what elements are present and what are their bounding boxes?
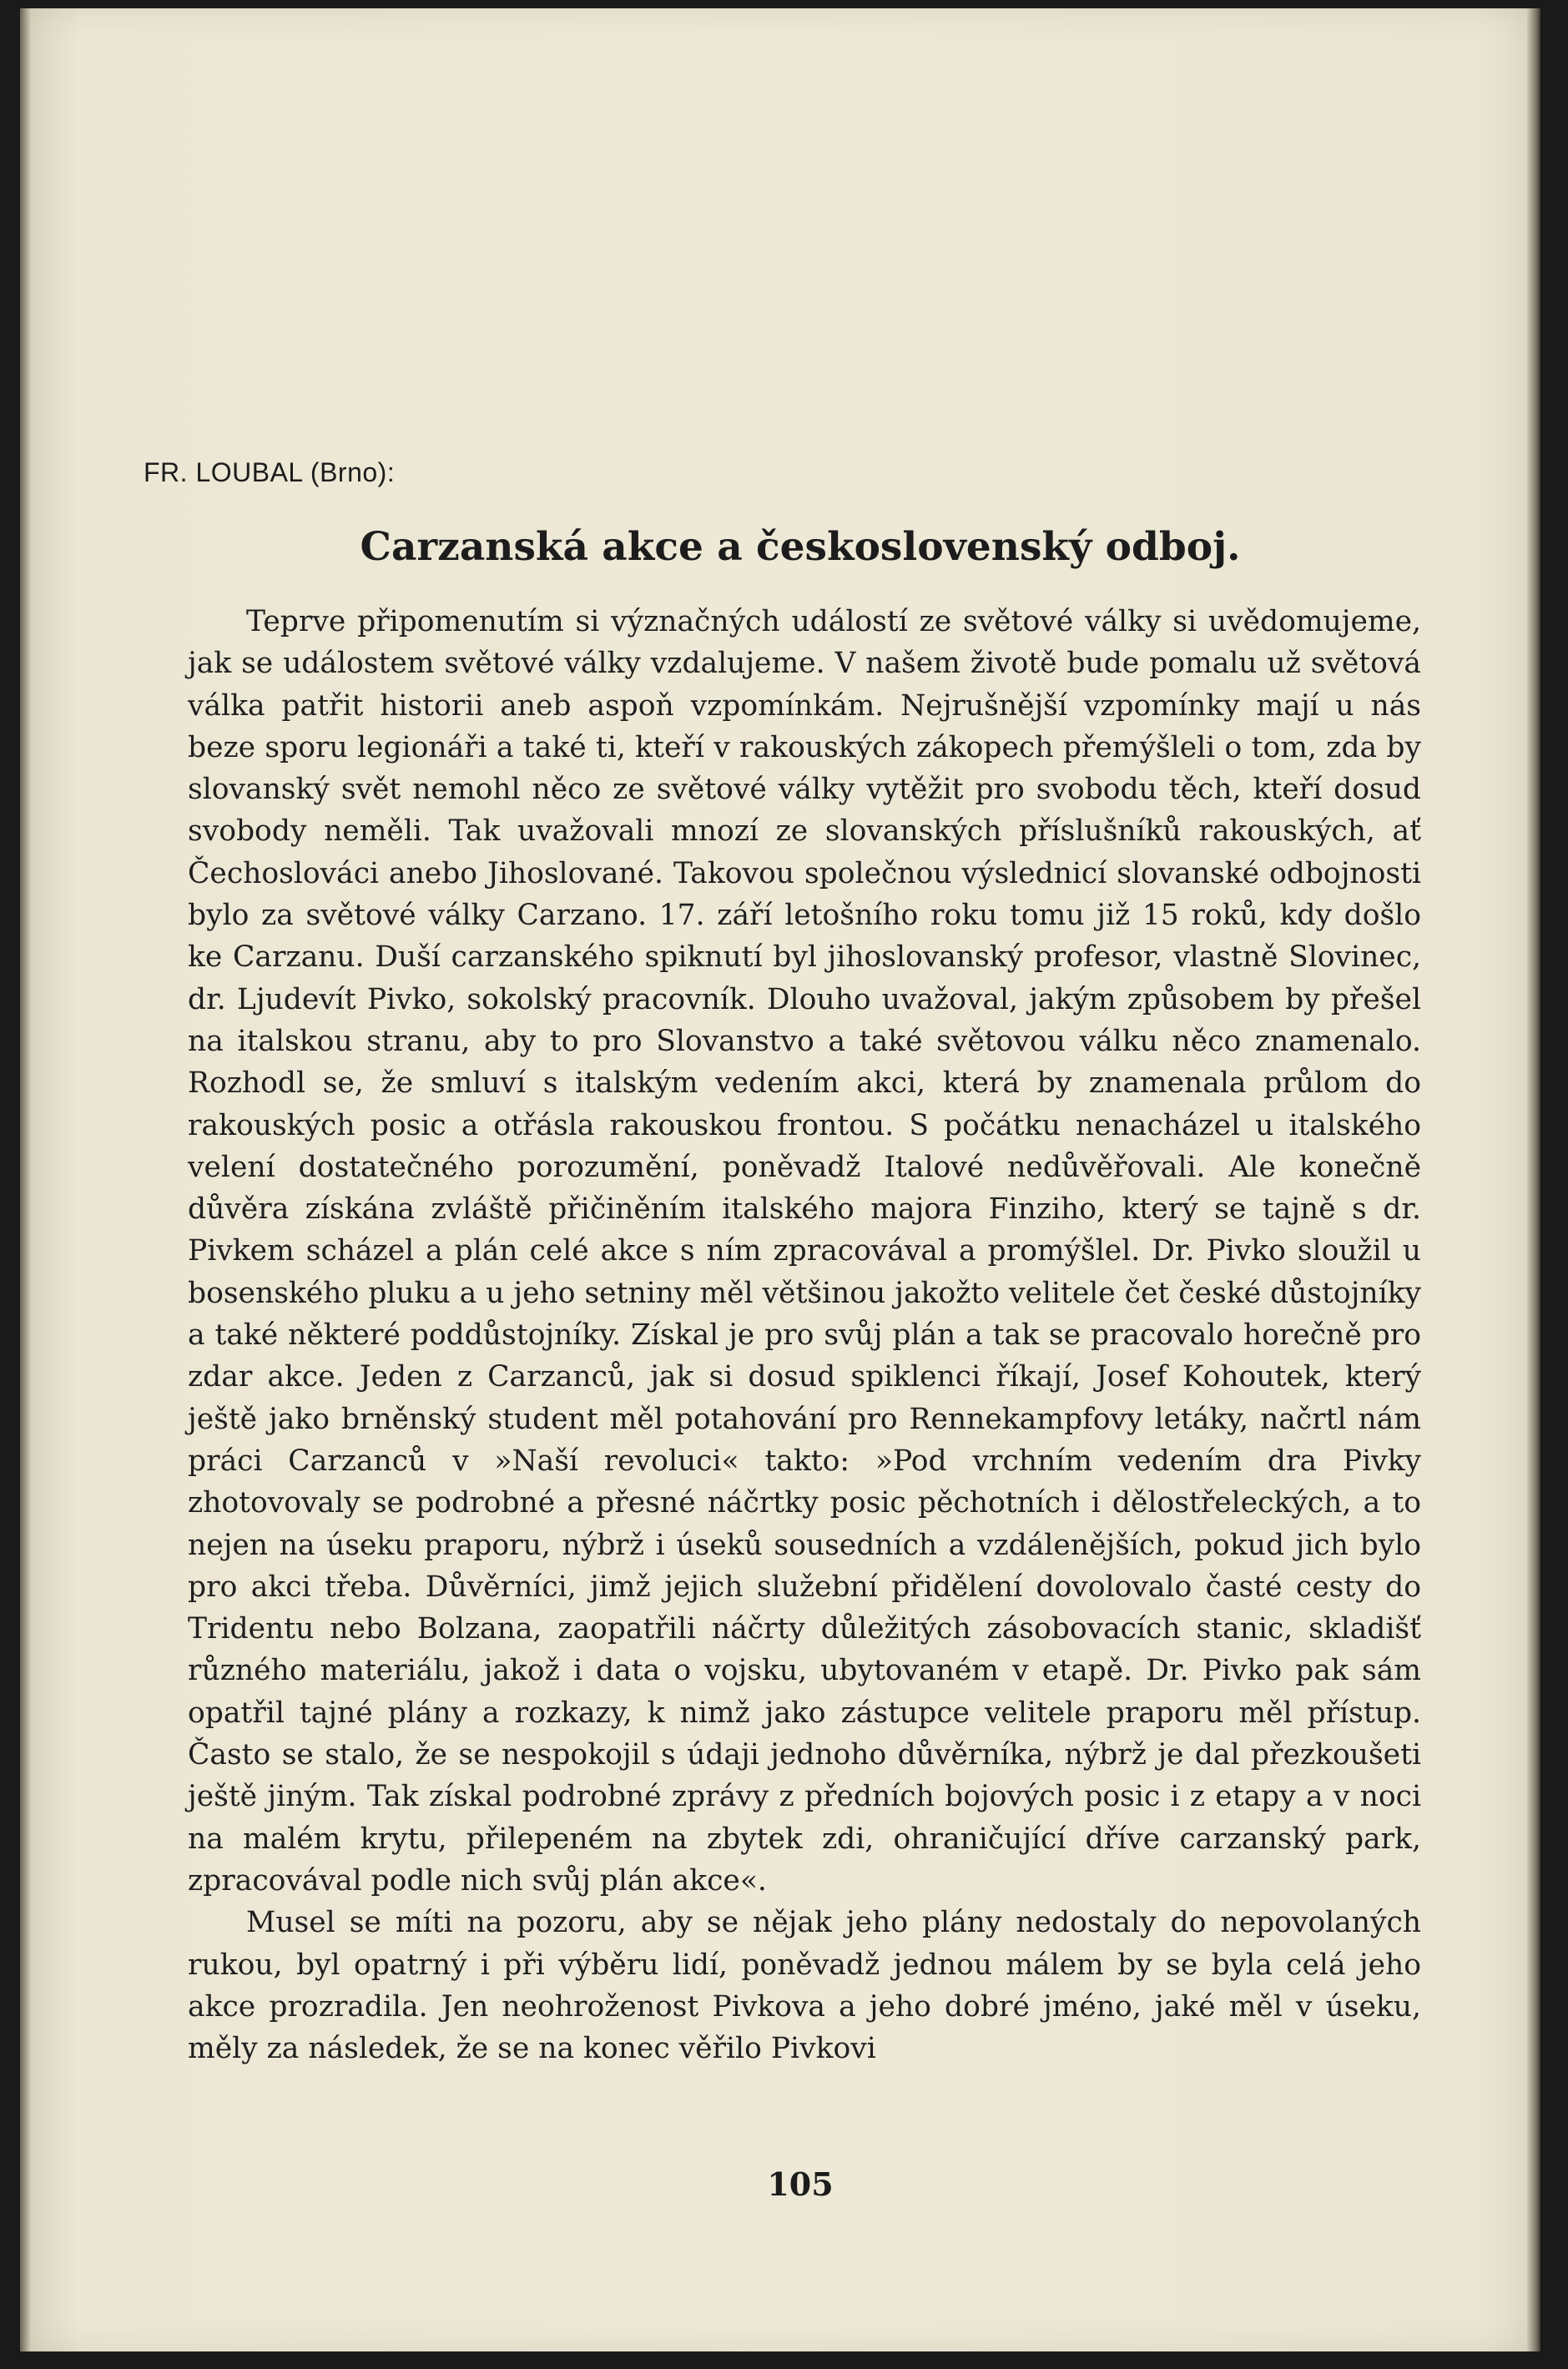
author-byline: FR. LOUBAL (Brno): <box>144 457 396 487</box>
paragraph-2: Musel se míti na pozoru, aby se nějak jeho plány nedostaly do nepovolaných rukou, byl opatrný i při výběru lidí, poněvadž jednou málem by se byla celá jeho akce prozradila. Jen neohroženost Pivkova a jeho dobré jméno, jaké měl v úseku, měly za následek, že se na konec věřilo Pivkovi <box>188 1906 1421 2066</box>
page-left-edge <box>20 8 30 2351</box>
paragraph-1: Teprve připomenutím si význačných událostí ze světové války si uvědomujeme, jak se událostem světové války vzdalujeme. V našem životě bude pomalu už světová válka patřit historii aneb aspoň vzpomínkám. Nejrušnější vzpomínky mají u nás beze sporu legionáři a také ti, kteří v rakouských zákopech přemýšleli o tom, zda by slovanský svět nemohl něco ze světové války vytěžit pro svobodu těch, kteří dosud svobody neměli. Tak uvažovali mnozí ze slovanských příslušníků rakouských, ať Čechoslováci anebo Jihoslované. Takovou společnou výslednicí slovanské odbojnosti bylo za světové války Carzano. 17. září letošního roku tomu již 15 roků, kdy došlo ke Carzanu. Duší carzanského spiknutí byl jihoslovanský profesor, vlastně Slovinec, dr. Ljudevít Pivko, sokolský pracovník. Dlouho uvažoval, jakým způsobem by přešel na italskou stranu, aby to pro Slovanstvo a také světovou válku něco znamenalo. Rozhodl se, že smluví s italským vedením akci, která by znamenala průlom do rakouských posic a otřásla rakouskou frontou. S počátku nenacházel u italského velení dostatečného porozumění, poněvadž Italové nedůvěřovali. Ale konečně důvěra získána zvláště přičiněním italského majora Finziho, který se tajně s dr. Pivkem scházel a plán celé akce s ním zpracovával a promýšlel. Dr. Pivko sloužil u bosenského pluku a u jeho setniny měl většinou jakožto velitele čet české důstojníky a také některé poddůstojníky. Získal je pro svůj plán a tak se pracovalo horečně pro zdar akce. Jeden z Carzanců, jak si dosud spiklenci říkají, Josef Kohoutek, který ještě jako brněnský student měl potahování pro Rennekampfovy letáky, načrtl nám práci Carzanců v »Naší revoluci« takto: »Pod vrchním vedením dra Pivky zhotovovaly se podrobné a přesné náčrtky posic pěchotních i dělostřeleckých, a to nejen na úseku praporu, nýbrž i úseků sousedních a vzdálenějších, pokud jich bylo pro akci třeba. Důvěrníci, jimž jejich služební přidělení dovolovalo časté cesty do Tridentu nebo Bolzana, zaopatřili náčrty důležitých zásobovacích stanic, skladišť různého materiálu, jakož i data o vojsku, ubytovaném v etapě. Dr. Pivko pak sám opatřil tajné plány a rozkazy, k nimž jako zástupce velitele praporu měl přístup. Často se stalo, že se nespokojil s údaji jednoho důvěrníka, nýbrž je dal přezkoušeti ještě jiným. Tak získal podrobné zprávy z předních bojových posic i z etapy a v noci na malém krytu, přilepeném na zbytek zdi, ohraničující dříve carzanský park, zpracovával podle nich svůj plán akce«. <box>188 605 1421 1898</box>
page-right-edge <box>1527 8 1540 2351</box>
article-title: Carzanská akce a československý odboj. <box>360 524 1241 570</box>
page-number: 105 <box>767 2165 834 2203</box>
article-body <box>188 601 1421 2069</box>
